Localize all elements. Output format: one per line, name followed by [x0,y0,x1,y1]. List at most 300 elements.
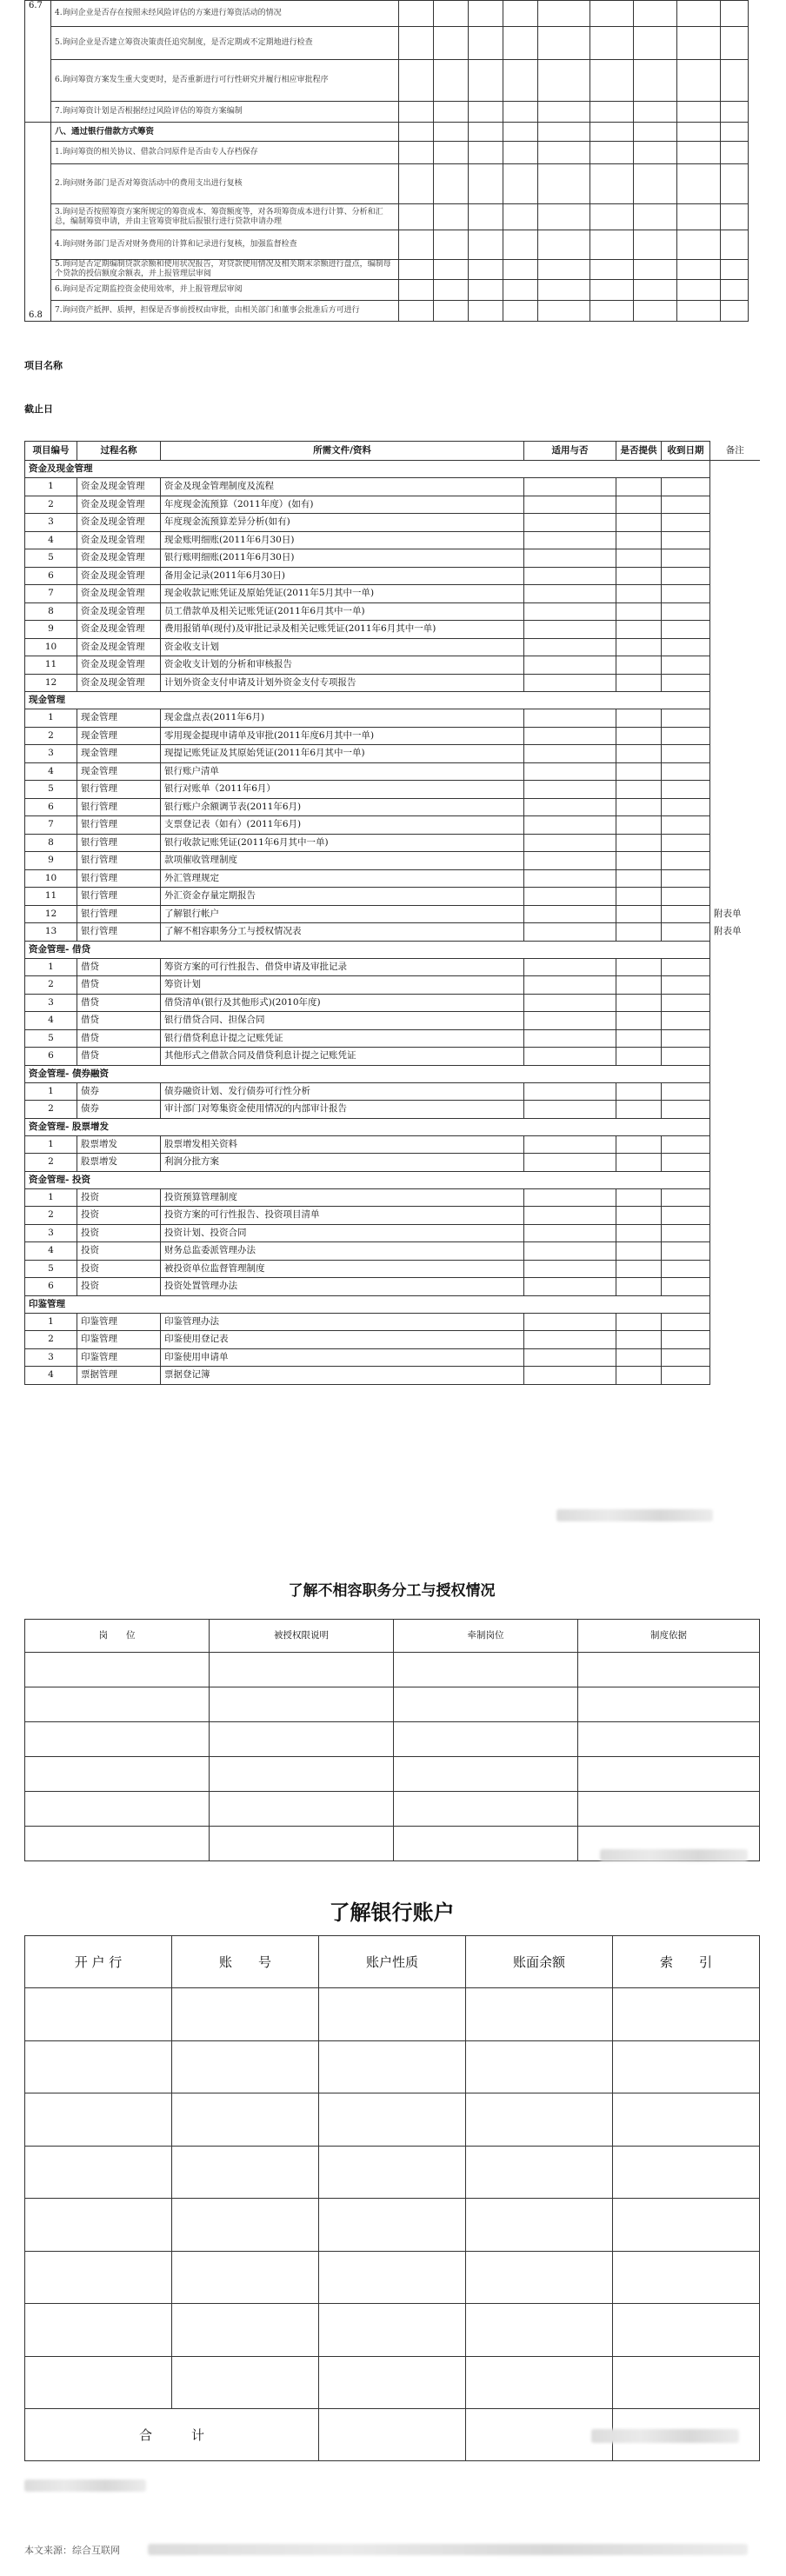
row-note [710,1278,760,1296]
row-provided[interactable] [616,1260,662,1278]
row-process: 投资 [77,1278,161,1296]
row-applicable[interactable] [524,976,616,995]
row-received-date[interactable] [662,816,710,835]
row-note [710,994,760,1012]
table-row [25,905,760,923]
row-provided[interactable] [616,1207,662,1225]
table-row [25,1242,760,1261]
row-provided[interactable] [616,621,662,639]
table-row [25,958,760,976]
deadline-label: 截止日 [24,403,53,415]
top-table-row [25,164,749,204]
row-note [710,1224,760,1242]
row-document: 银行借贷利息计提之记账凭证 [161,1029,524,1048]
row-received-date[interactable] [662,1012,710,1030]
section-title: 资金管理- 股票增发 [25,1118,710,1135]
row-received-date[interactable] [662,1029,710,1048]
row-document: 印鉴使用登记表 [161,1331,524,1349]
row-received-date[interactable] [662,567,710,585]
row-received-date[interactable] [662,1331,710,1349]
row-note [710,869,760,888]
row-process: 投资 [77,1224,161,1242]
bank-col-index: 索 引 [613,1936,760,1988]
row-received-date[interactable] [662,905,710,923]
row-process: 资金及现金管理 [77,549,161,568]
row-note [710,1367,760,1385]
row-provided[interactable] [616,1048,662,1066]
row-provided[interactable] [616,745,662,763]
row-no: 7 [25,816,77,835]
row-document: 股票增发相关资料 [161,1135,524,1154]
row-process: 借贷 [77,1012,161,1030]
row-note [710,762,760,781]
bank-col-branch: 开 户 行 [25,1936,172,1988]
row-note [710,1348,760,1367]
row-provided[interactable] [616,674,662,692]
bank-table-row [25,2356,760,2409]
row-received-date[interactable] [662,1348,710,1367]
row-received-date[interactable] [662,852,710,870]
bank-account-table [24,1935,759,2461]
row-provided[interactable] [616,1012,662,1030]
row-process: 资金及现金管理 [77,602,161,621]
row-process: 借贷 [77,1029,161,1048]
row-received-date[interactable] [662,1313,710,1331]
row-document: 现金账明细账(2011年6月30日) [161,531,524,549]
row-received-date[interactable] [662,834,710,852]
row-note [710,1101,760,1119]
row-applicable[interactable] [524,1101,616,1119]
row-applicable[interactable] [524,762,616,781]
section-header-row [25,1295,760,1313]
row-received-date[interactable] [662,869,710,888]
bank-table-row [25,2093,760,2147]
row-applicable[interactable] [524,958,616,976]
table-row [25,727,760,745]
row-provided[interactable] [616,1242,662,1261]
row-applicable[interactable] [524,1188,616,1207]
row-provided[interactable] [616,834,662,852]
row-no: 1 [25,1082,77,1101]
row-note [710,798,760,816]
row-received-date[interactable] [662,1242,710,1261]
row-applicable[interactable] [524,621,616,639]
row-applicable[interactable] [524,1242,616,1261]
table-row [25,816,760,835]
row-applicable[interactable] [524,905,616,923]
row-document: 筹资方案的可行性报告、借贷申请及审批记录 [161,958,524,976]
row-note [710,976,760,995]
top-question: 4.询问财务部门是否对财务费用的计算和记录进行复核，加强监督检查 [51,230,399,260]
row-provided[interactable] [616,905,662,923]
table-row [25,1278,760,1296]
auth-col-check-position: 牵制岗位 [394,1620,578,1653]
row-note [710,478,760,496]
bank-table-row [25,2146,760,2199]
row-provided[interactable] [616,585,662,603]
row-received-date[interactable] [662,674,710,692]
row-document: 银行账户余额调节表(2011年6月) [161,798,524,816]
row-process: 资金及现金管理 [77,514,161,532]
table-row [25,1331,760,1349]
row-process: 印鉴管理 [77,1348,161,1367]
row-provided[interactable] [616,514,662,532]
row-provided[interactable] [616,602,662,621]
row-received-date[interactable] [662,1135,710,1154]
row-provided[interactable] [616,709,662,728]
table-row [25,514,760,532]
row-received-date[interactable] [662,1367,710,1385]
col-header-received-date: 收到日期 [662,442,710,461]
row-document: 筹资计划 [161,976,524,995]
table-row [25,869,760,888]
top-table-row [25,300,749,321]
row-applicable[interactable] [524,1048,616,1066]
table-row [25,602,760,621]
table-row [25,478,760,496]
row-no: 2 [25,1207,77,1225]
row-no: 6 [25,798,77,816]
col-header-provided: 是否提供 [616,442,662,461]
table-row [25,709,760,728]
top-table-row [25,27,749,60]
row-received-date[interactable] [662,531,710,549]
section-header-row [25,692,760,709]
row-received-date[interactable] [662,621,710,639]
row-received-date[interactable] [662,745,710,763]
row-document: 审计部门对筹集资金使用情况的内部审计报告 [161,1101,524,1119]
top-table-row [25,204,749,230]
blurred-watermark [556,1509,713,1521]
row-note [710,1029,760,1048]
section-header-row [25,1171,760,1188]
row-provided[interactable] [616,496,662,514]
row-no: 1 [25,1135,77,1154]
row-applicable[interactable] [524,798,616,816]
top-table-row [25,230,749,260]
row-applicable[interactable] [524,1260,616,1278]
row-document: 员工借款单及相关记账凭证(2011年6月其中一单) [161,602,524,621]
row-no: 6 [25,1278,77,1296]
row-received-date[interactable] [662,994,710,1012]
row-provided[interactable] [616,1029,662,1048]
row-process: 资金及现金管理 [77,531,161,549]
row-document: 财务总监委派管理办法 [161,1242,524,1261]
row-applicable[interactable] [524,816,616,835]
row-process: 银行管理 [77,816,161,835]
row-applicable[interactable] [524,1313,616,1331]
row-received-date[interactable] [662,496,710,514]
row-applicable[interactable] [524,923,616,942]
row-note [710,585,760,603]
row-provided[interactable] [616,656,662,675]
row-document: 备用金记录(2011年6月30日) [161,567,524,585]
row-applicable[interactable] [524,496,616,514]
auth-table-row [25,1792,760,1827]
row-applicable[interactable] [524,1135,616,1154]
row-document: 被投资单位监督管理制度 [161,1260,524,1278]
row-received-date[interactable] [662,585,710,603]
row-note [710,834,760,852]
row-no: 3 [25,745,77,763]
row-no: 1 [25,1313,77,1331]
row-applicable[interactable] [524,1367,616,1385]
row-received-date[interactable] [662,1048,710,1066]
section-title: 印鉴管理 [25,1295,710,1313]
row-received-date[interactable] [662,727,710,745]
row-note [710,1082,760,1101]
row-applicable[interactable] [524,567,616,585]
row-provided[interactable] [616,816,662,835]
table-row [25,888,760,906]
top-idx-a: 6.7 [25,1,51,123]
row-no: 3 [25,514,77,532]
table-row [25,1260,760,1278]
bank-table-row [25,2251,760,2304]
row-received-date[interactable] [662,1188,710,1207]
row-applicable[interactable] [524,869,616,888]
table-row [25,531,760,549]
table-row [25,852,760,870]
row-document: 其他形式之借款合同及借贷利息计提之记账凭证 [161,1048,524,1066]
row-no: 12 [25,905,77,923]
table-row [25,567,760,585]
top-question: 6.询问筹资方案发生重大变更时，是否重新进行可行性研究并履行相应审批程序 [51,60,399,102]
row-provided[interactable] [616,638,662,656]
row-received-date[interactable] [662,781,710,799]
row-applicable[interactable] [524,781,616,799]
row-received-date[interactable] [662,709,710,728]
row-no: 11 [25,656,77,675]
row-applicable[interactable] [524,834,616,852]
row-applicable[interactable] [524,514,616,532]
row-received-date[interactable] [662,1278,710,1296]
row-note [710,709,760,728]
top-table-row [25,102,749,123]
top-question: 3.询问是否按照筹资方案所规定的筹资成本、筹资额度等，对各项筹资成本进行计算、分析和汇总，编制筹资申请，并由主管筹资审批后报银行进行贷款申请办理 [51,204,399,230]
row-applicable[interactable] [524,1348,616,1367]
table-row [25,1313,760,1331]
table-row [25,1082,760,1101]
row-process: 现金管理 [77,709,161,728]
row-document: 了解银行帐户 [161,905,524,923]
row-note [710,549,760,568]
row-applicable[interactable] [524,1012,616,1030]
row-applicable[interactable] [524,585,616,603]
row-applicable[interactable] [524,1224,616,1242]
row-note [710,1012,760,1030]
row-received-date[interactable] [662,638,710,656]
row-no: 5 [25,1260,77,1278]
top-table-row [25,279,749,300]
row-process: 投资 [77,1242,161,1261]
bank-col-account-type: 账户性质 [319,1936,466,1988]
row-no: 4 [25,1367,77,1385]
row-process: 印鉴管理 [77,1313,161,1331]
row-provided[interactable] [616,1224,662,1242]
row-note [710,852,760,870]
row-process: 资金及现金管理 [77,585,161,603]
row-process: 资金及现金管理 [77,638,161,656]
top-question: 4.询问企业是否存在按照未经风险评估的方案进行筹资活动的情况 [51,1,399,27]
row-note [710,1207,760,1225]
row-document: 银行账明细账(2011年6月30日) [161,549,524,568]
row-no: 6 [25,567,77,585]
row-provided[interactable] [616,1188,662,1207]
row-applicable[interactable] [524,1154,616,1172]
row-received-date[interactable] [662,958,710,976]
row-received-date[interactable] [662,1224,710,1242]
row-no: 2 [25,1101,77,1119]
row-provided[interactable] [616,994,662,1012]
row-provided[interactable] [616,567,662,585]
row-received-date[interactable] [662,976,710,995]
row-received-date[interactable] [662,549,710,568]
auth-col-position: 岗 位 [25,1620,210,1653]
row-applicable[interactable] [524,638,616,656]
section-title: 现金管理 [25,692,710,709]
row-applicable[interactable] [524,1082,616,1101]
row-provided[interactable] [616,798,662,816]
row-applicable[interactable] [524,674,616,692]
row-no: 7 [25,585,77,603]
row-provided[interactable] [616,478,662,496]
row-process: 资金及现金管理 [77,674,161,692]
row-provided[interactable] [616,1278,662,1296]
row-note [710,567,760,585]
row-applicable[interactable] [524,852,616,870]
row-applicable[interactable] [524,549,616,568]
row-document: 投资处置管理办法 [161,1278,524,1296]
row-applicable[interactable] [524,727,616,745]
row-document: 借贷清单(银行及其他形式)(2010年度) [161,994,524,1012]
row-provided[interactable] [616,531,662,549]
row-provided[interactable] [616,727,662,745]
row-note [710,1135,760,1154]
row-applicable[interactable] [524,478,616,496]
row-no: 1 [25,1188,77,1207]
top-idx-b: 6.8 [25,123,51,322]
row-process: 投资 [77,1207,161,1225]
row-no: 5 [25,781,77,799]
row-applicable[interactable] [524,602,616,621]
row-note: 附表单 [714,926,742,937]
row-process: 借贷 [77,958,161,976]
top-section [24,0,748,322]
row-received-date[interactable] [662,1082,710,1101]
row-provided[interactable] [616,1331,662,1349]
row-document: 债券融资计划、发行债券可行性分析 [161,1082,524,1101]
row-provided[interactable] [616,923,662,942]
row-note [710,745,760,763]
row-received-date[interactable] [662,602,710,621]
row-applicable[interactable] [524,1029,616,1048]
table-row [25,1367,760,1385]
row-provided[interactable] [616,762,662,781]
row-no: 6 [25,1048,77,1066]
row-received-date[interactable] [662,798,710,816]
row-applicable[interactable] [524,1331,616,1349]
row-process: 银行管理 [77,869,161,888]
table-row [25,638,760,656]
row-process: 投资 [77,1188,161,1207]
row-document: 资金收支计划的分析和审核报告 [161,656,524,675]
row-process: 资金及现金管理 [77,656,161,675]
row-no: 4 [25,1012,77,1030]
row-provided[interactable] [616,781,662,799]
col-header-documents: 所需文件/资料 [161,442,524,461]
auth-col-authority: 被授权限说明 [210,1620,394,1653]
row-received-date[interactable] [662,478,710,496]
row-document: 资金及现金管理制度及流程 [161,478,524,496]
row-note [710,621,760,639]
bank-total-label: 合 计 [25,2409,319,2461]
row-note [710,727,760,745]
row-received-date[interactable] [662,1260,710,1278]
auth-table-title: 了解不相容职务分工与授权情况 [288,1582,496,1600]
row-received-date[interactable] [662,1154,710,1172]
bank-col-book-balance: 账面余额 [466,1936,613,1988]
row-no: 2 [25,976,77,995]
row-provided[interactable] [616,888,662,906]
row-provided[interactable] [616,1367,662,1385]
row-applicable[interactable] [524,1278,616,1296]
row-provided[interactable] [616,958,662,976]
row-note [710,1331,760,1349]
row-applicable[interactable] [524,656,616,675]
table-row [25,1101,760,1119]
row-received-date[interactable] [662,923,710,942]
row-provided[interactable] [616,1313,662,1331]
row-provided[interactable] [616,1154,662,1172]
row-provided[interactable] [616,852,662,870]
col-header-process: 过程名称 [77,442,161,461]
row-applicable[interactable] [524,531,616,549]
row-process: 股票增发 [77,1154,161,1172]
row-provided[interactable] [616,1348,662,1367]
row-received-date[interactable] [662,888,710,906]
top-table-row [25,142,749,164]
row-received-date[interactable] [662,514,710,532]
row-process: 借贷 [77,976,161,995]
row-note: 附表单 [714,908,742,919]
row-document: 年度现金流预算差异分析(如有) [161,514,524,532]
row-no: 10 [25,638,77,656]
table-row [25,762,760,781]
col-header-applicable: 适用与否 [524,442,616,461]
row-document: 年度现金流预算（2011年度）(如有) [161,496,524,514]
row-received-date[interactable] [662,1207,710,1225]
row-no: 9 [25,621,77,639]
row-applicable[interactable] [524,1207,616,1225]
row-applicable[interactable] [524,745,616,763]
row-applicable[interactable] [524,709,616,728]
row-provided[interactable] [616,1135,662,1154]
row-received-date[interactable] [662,656,710,675]
row-provided[interactable] [616,976,662,995]
row-applicable[interactable] [524,888,616,906]
row-received-date[interactable] [662,762,710,781]
bank-table-row [25,2040,760,2093]
row-provided[interactable] [616,549,662,568]
row-provided[interactable] [616,1101,662,1119]
row-note [710,1188,760,1207]
row-note [710,1048,760,1066]
row-provided[interactable] [616,1082,662,1101]
row-provided[interactable] [616,869,662,888]
row-applicable[interactable] [524,994,616,1012]
row-received-date[interactable] [662,1101,710,1119]
